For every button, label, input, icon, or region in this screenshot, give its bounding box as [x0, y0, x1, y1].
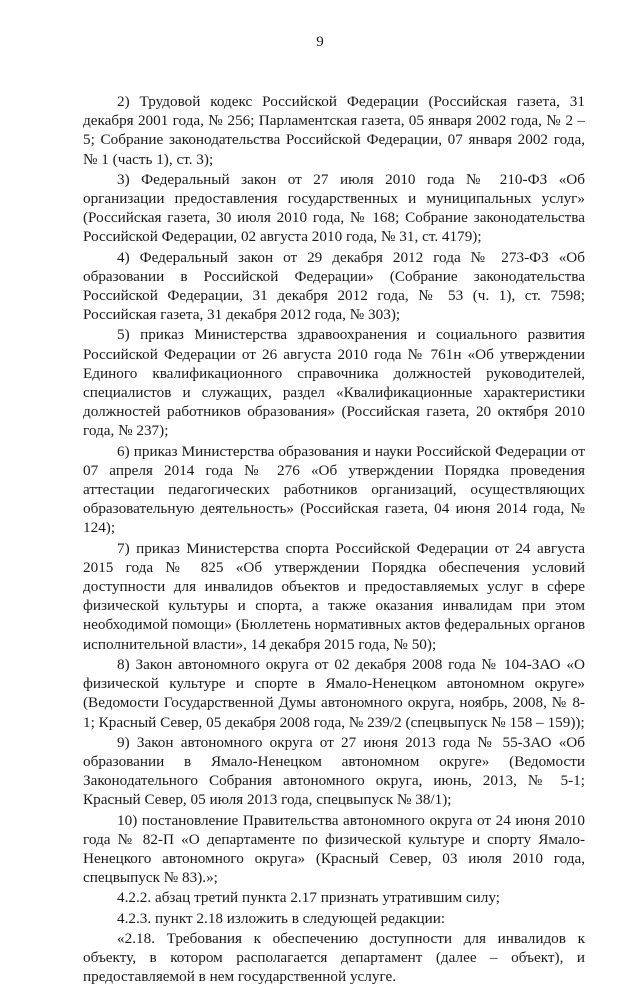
paragraph-4-2-2: 4.2.2. абзац третий пункта 2.17 признать утратившим силу;: [117, 889, 500, 907]
paragraph-law-55-zao: 9) Закон автономного округа от 27 июня 2013 года № 55-ЗАО «Об образовании в Ямало-Ненецком автономном округе» (Ведомости Законодательного Собрания автономного округа, июнь, 2013, № 5-1; Красный Север, 05 июля 2013 года, спецвыпуск № 38/1);: [83, 733, 585, 809]
paragraph-federal-law-210: 3) Федеральный закон от 27 июля 2010 года № 210-ФЗ «Об организации предоставления государственных и муниципальных услуг» (Российская газета, 30 июля 2010 года, № 168; Собрание законодательства Российской Федерации, 02 августа 2010 года, № 31, ст. 4179);: [83, 170, 585, 246]
paragraph-order-276: 6) приказ Министерства образования и науки Российской Федерации от 07 апреля 2014 года № 276 «Об утверждении Порядка проведения аттестации педагогических работников организаций, осуществляющих образовательную деятельность» (Российская газета, 04 июня 2014 года, № 124);: [83, 442, 585, 537]
paragraph-4-2-3: 4.2.3. пункт 2.18 изложить в следующей редакции:: [117, 909, 446, 927]
paragraph-order-761n: 5) приказ Министерства здравоохранения и социального развития Российской Федерации от 26 августа 2010 года № 761н «Об утверждении Единого квалификационного справочника должностей руководителей, специалистов и служащих, раздел «Квалификационные характеристики должностей работников образования» (Российская газета, 20 октября 2010 года, № 237);: [83, 326, 585, 440]
paragraph-law-104-zao: 8) Закон автономного округа от 02 декабря 2008 года № 104-ЗАО «О физической культуре и спорте в Ямало-Ненецком автономном округе» (Ведомости Государственной Думы автономного округа, ноябрь, 2008, № 8-1; Красный Север, 05 декабря 2008 года, № 239/2 (спецвыпуск № 158 – 159));: [83, 655, 585, 731]
paragraph-order-825: 7) приказ Министерства спорта Российской Федерации от 24 августа 2015 года № 825 «Об утверждении Порядка обеспечения условий доступности для инвалидов объектов и предоставляемых услуг в сфере физической культуры и спорта, а также оказания инвалидам при этом необходимой помощи» (Бюллетень нормативных актов федеральных органов исполнительной власти», 14 декабря 2015 года, № 50);: [83, 539, 585, 653]
paragraph-resolution-82-p: 10) постановление Правительства автономного округа от 24 июня 2010 года № 82-П «О департаменте по физической культуре и спорту Ямало-Ненецкого автономного округа» (Красный Север, 03 июля 2010 года, спецвыпуск № 83).»;: [83, 811, 585, 887]
paragraph-2-18: «2.18. Требования к обеспечению доступности для инвалидов к объекту, в котором располагается департамент (далее – объект), и предоставляемой в нем государственной услуге.: [83, 929, 585, 986]
paragraph-labor-code: 2) Трудовой кодекс Российской Федерации (Российская газета, 31 декабря 2001 года, № 256; Парламентская газета, 05 января 2002 года, № 2 – 5; Собрание законодательства Российской Федерации, 07 января 2002 года, № 1 (часть 1), ст. 3);: [83, 93, 585, 168]
page-number: 9: [316, 34, 324, 50]
paragraph-federal-law-273: 4) Федеральный закон от 29 декабря 2012 года № 273-ФЗ «Об образовании в Российской Федерации» (Собрание законодательства Российской Федерации, 31 декабря 2012 года, № 53 (ч. 1), ст. 7598; Российская газета, 31 декабря 2012 года, № 303);: [83, 248, 585, 324]
document-body: [83, 92, 585, 986]
